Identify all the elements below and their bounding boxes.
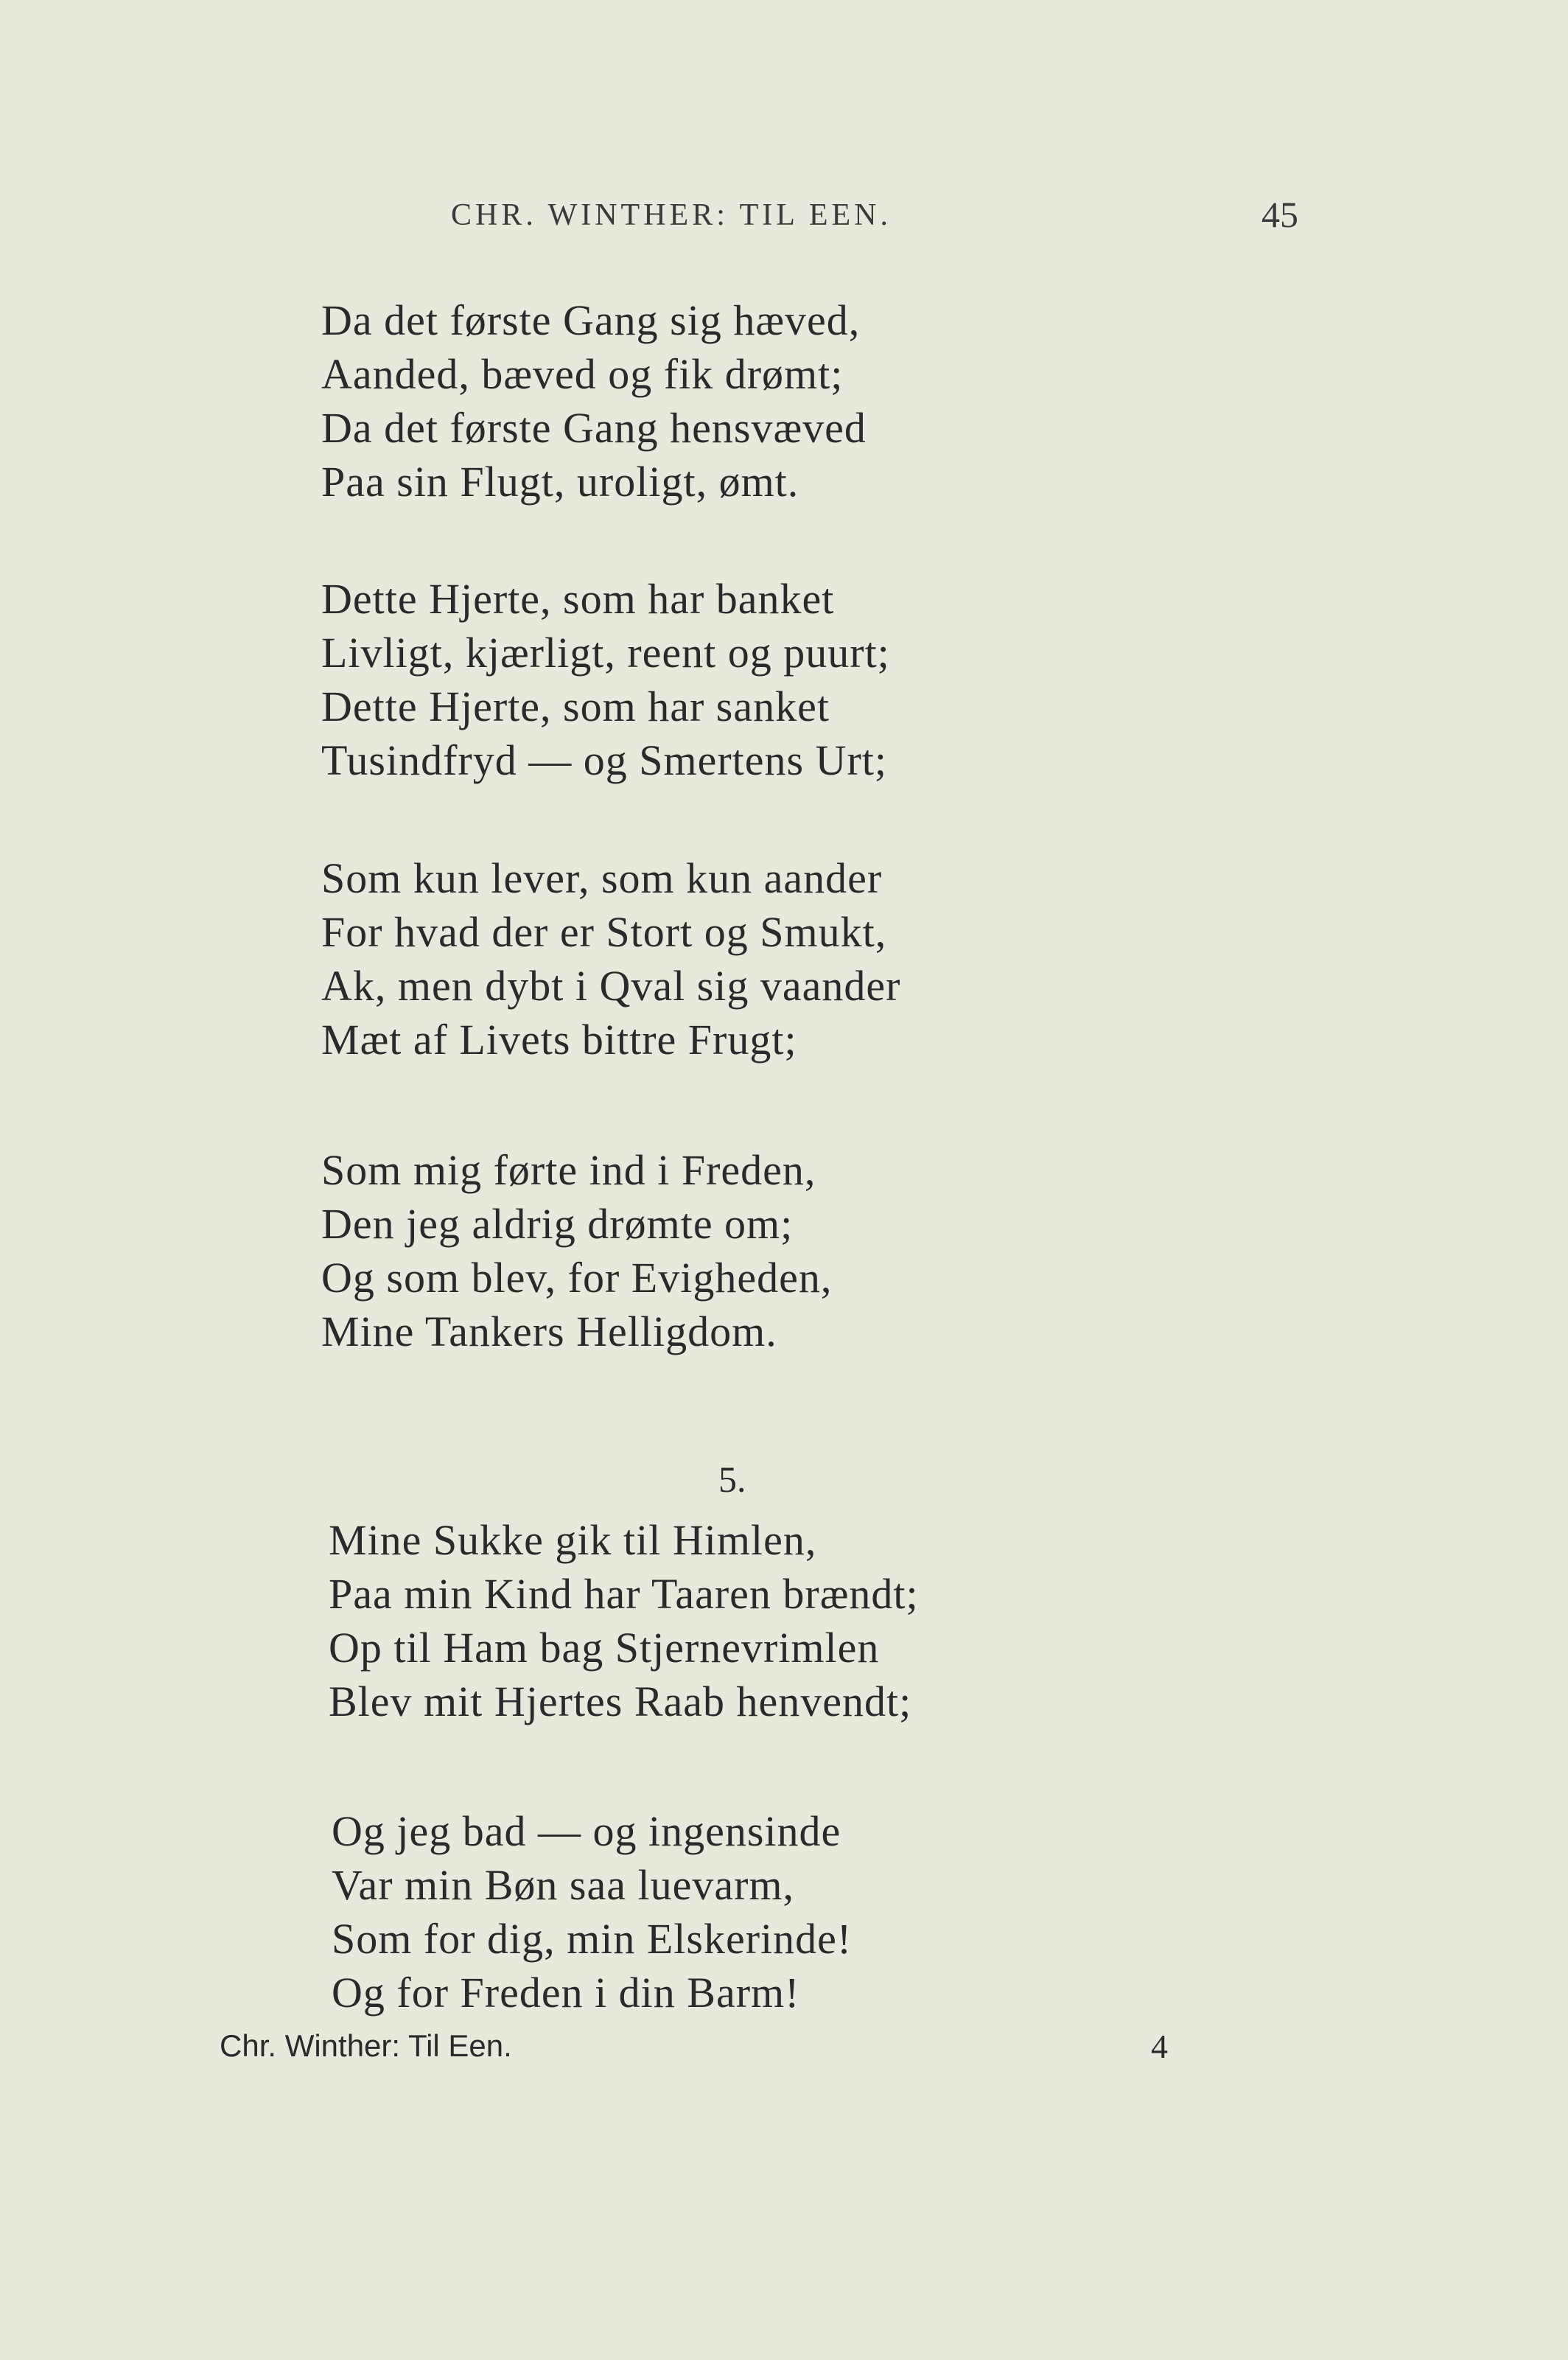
verse-line: Som kun lever, som kun aander bbox=[321, 854, 883, 902]
verse-line: Og for Freden i din Barm! bbox=[332, 1969, 800, 2017]
verse-line: Dette Hjerte, som har banket bbox=[321, 575, 835, 623]
verse-line: Som mig førte ind i Freden, bbox=[321, 1146, 816, 1194]
verse-line: Aanded, bæved og fik drømt; bbox=[321, 350, 844, 398]
signature-mark: 4 bbox=[1151, 2028, 1168, 2065]
verse-line: Tusindfryd — og Smertens Urt; bbox=[321, 736, 887, 784]
stanza-1 bbox=[321, 293, 867, 509]
page-number: 45 bbox=[1261, 194, 1298, 235]
verse-line: Og jeg bad — og ingensinde bbox=[332, 1807, 841, 1855]
verse-line: Som for dig, min Elskerinde! bbox=[332, 1915, 853, 1963]
verse-line: Den jeg aldrig drømte om; bbox=[321, 1200, 794, 1248]
stanza-3 bbox=[321, 851, 900, 1066]
verse-line: Ak, men dybt i Qval sig vaander bbox=[321, 962, 901, 1010]
verse-line: Op til Ham bag Stjernevrimlen bbox=[329, 1624, 880, 1672]
running-title: CHR. WINTHER: TIL EEN. bbox=[451, 198, 892, 232]
verse-line: Mine Sukke gik til Himlen, bbox=[329, 1516, 817, 1564]
section-number: 5. bbox=[718, 1459, 746, 1500]
verse-line: Blev mit Hjertes Raab henvendt; bbox=[329, 1678, 912, 1725]
verse-line: Og som blev, for Evigheden, bbox=[321, 1254, 833, 1302]
verse-line: Da det første Gang hensvæved bbox=[321, 404, 867, 452]
verse-line: For hvad der er Stort og Smukt, bbox=[321, 908, 887, 956]
verse-line: Dette Hjerte, som har sanket bbox=[321, 682, 830, 730]
verse-line: Da det første Gang sig hæved, bbox=[321, 296, 861, 344]
verse-line: Paa min Kind har Taaren brændt; bbox=[329, 1570, 919, 1618]
stanza-5 bbox=[329, 1513, 919, 1728]
verse-line: Paa sin Flugt, uroligt, ømt. bbox=[321, 458, 799, 506]
stanza-6 bbox=[332, 1804, 852, 2019]
verse-line: Mine Tankers Helligdom. bbox=[321, 1308, 777, 1355]
stanza-4 bbox=[321, 1143, 832, 1358]
signature-line: Chr. Winther: Til Een. bbox=[220, 2028, 512, 2063]
stanza-2 bbox=[321, 572, 890, 787]
verse-line: Livligt, kjærligt, reent og puurt; bbox=[321, 629, 890, 677]
verse-line: Var min Bøn saa luevarm, bbox=[332, 1861, 795, 1909]
verse-line: Mæt af Livets bittre Frugt; bbox=[321, 1016, 797, 1064]
